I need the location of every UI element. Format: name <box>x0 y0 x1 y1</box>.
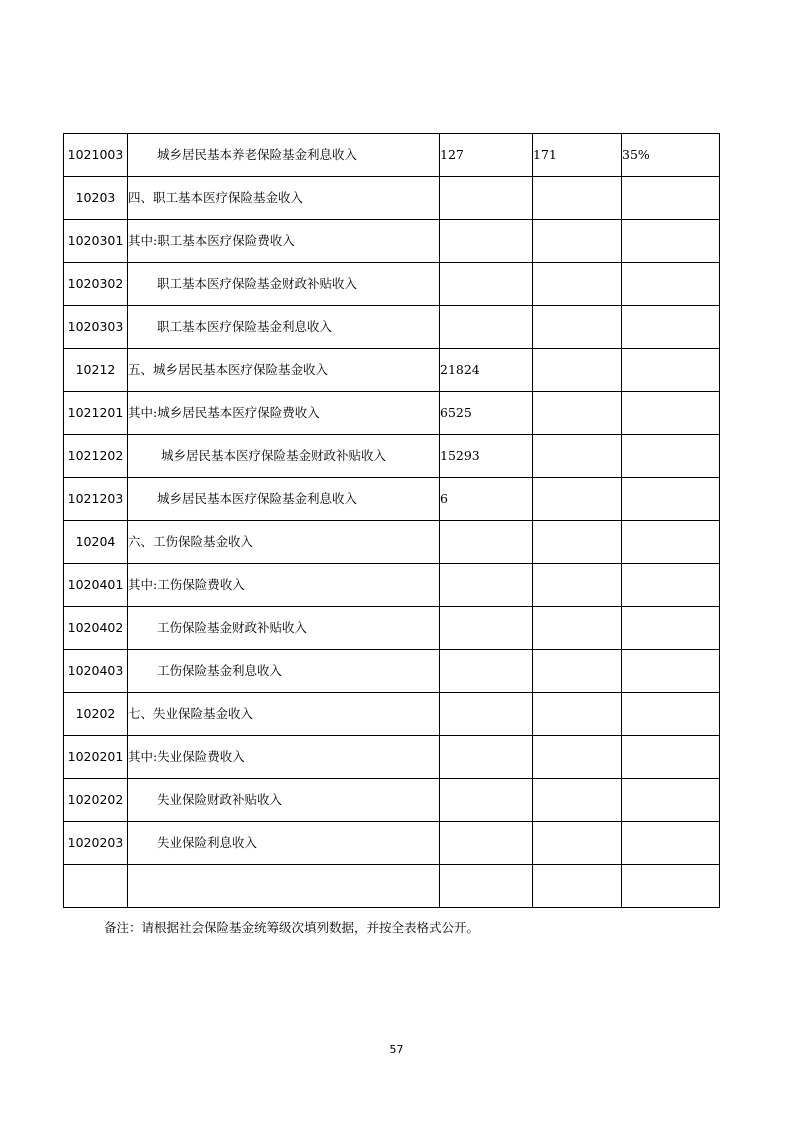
value-cell-v1 <box>440 736 533 779</box>
table-row <box>64 564 720 607</box>
subject-name-cell: 职工基本医疗保险基金财政补贴收入 <box>128 263 440 306</box>
value-cell-v1 <box>440 865 533 908</box>
value-cell-v2 <box>533 822 622 865</box>
subject-code-cell: 1021203 <box>64 478 128 521</box>
value-cell-v3 <box>622 521 720 564</box>
subject-name-cell: 失业保险利息收入 <box>128 822 440 865</box>
subject-name-cell: 城乡居民基本养老保险基金利息收入 <box>128 134 440 177</box>
value-text: 127 <box>440 147 464 162</box>
subject-code-cell: 10204 <box>64 521 128 564</box>
table-row <box>64 263 720 306</box>
subject-code-cell <box>64 865 128 908</box>
subject-name-cell: 其中:失业保险费收入 <box>128 736 440 779</box>
value-cell-v1 <box>440 435 533 478</box>
value-cell-v2 <box>533 736 622 779</box>
table-row <box>64 349 720 392</box>
value-cell-v3 <box>622 779 720 822</box>
value-cell-v2 <box>533 607 622 650</box>
value-cell-v3 <box>622 693 720 736</box>
subject-code-cell: 1020201 <box>64 736 128 779</box>
value-cell-v3 <box>622 865 720 908</box>
value-cell-v2 <box>533 521 622 564</box>
value-cell-v2 <box>533 478 622 521</box>
value-cell-v1 <box>440 392 533 435</box>
subject-code-cell: 1020303 <box>64 306 128 349</box>
value-cell-v1 <box>440 220 533 263</box>
value-cell-v3 <box>622 220 720 263</box>
subject-code-cell: 10212 <box>64 349 128 392</box>
value-cell-v3 <box>622 736 720 779</box>
value-cell-v2 <box>533 435 622 478</box>
value-cell-v3 <box>622 435 720 478</box>
table-row <box>64 134 720 177</box>
table-row <box>64 392 720 435</box>
value-cell-v3 <box>622 650 720 693</box>
value-cell-v3 <box>622 564 720 607</box>
subject-code-cell: 1020401 <box>64 564 128 607</box>
value-cell-v2 <box>533 564 622 607</box>
subject-name-cell: 城乡居民基本医疗保险基金财政补贴收入 <box>128 435 440 478</box>
subject-code-cell: 1020301 <box>64 220 128 263</box>
table-row <box>64 693 720 736</box>
value-cell-v1 <box>440 263 533 306</box>
subject-name-cell: 五、城乡居民基本医疗保险基金收入 <box>128 349 440 392</box>
table-row <box>64 607 720 650</box>
table-row <box>64 435 720 478</box>
subject-code-cell: 1020202 <box>64 779 128 822</box>
value-cell-v2 <box>533 650 622 693</box>
subject-name-cell: 其中:职工基本医疗保险费收入 <box>128 220 440 263</box>
table-row <box>64 220 720 263</box>
subject-name-cell: 七、失业保险基金收入 <box>128 693 440 736</box>
value-cell-v1 <box>440 822 533 865</box>
table-row <box>64 650 720 693</box>
value-cell-v1 <box>440 607 533 650</box>
value-text: 21824 <box>440 362 480 377</box>
value-cell-v3 <box>622 306 720 349</box>
value-cell-v2 <box>533 693 622 736</box>
value-cell-v2 <box>533 134 622 177</box>
table-row <box>64 177 720 220</box>
table-row <box>64 779 720 822</box>
value-cell-v3 <box>622 134 720 177</box>
value-cell-v3 <box>622 607 720 650</box>
value-text: 35% <box>622 147 650 162</box>
value-cell-v2 <box>533 220 622 263</box>
subject-code-cell: 10203 <box>64 177 128 220</box>
subject-code-cell: 10202 <box>64 693 128 736</box>
subject-name-cell: 职工基本医疗保险基金利息收入 <box>128 306 440 349</box>
subject-name-cell <box>128 865 440 908</box>
value-cell-v2 <box>533 392 622 435</box>
value-cell-v2 <box>533 349 622 392</box>
value-cell-v3 <box>622 349 720 392</box>
table-row <box>64 306 720 349</box>
table-body <box>64 134 720 908</box>
value-cell-v3 <box>622 822 720 865</box>
subject-code-cell: 1021003 <box>64 134 128 177</box>
value-cell-v1 <box>440 564 533 607</box>
value-text: 15293 <box>440 448 480 463</box>
table-row <box>64 478 720 521</box>
value-cell-v2 <box>533 779 622 822</box>
value-cell-v1 <box>440 478 533 521</box>
value-cell-v3 <box>622 478 720 521</box>
value-cell-v1 <box>440 650 533 693</box>
value-text: 171 <box>533 147 557 162</box>
value-cell-v1 <box>440 177 533 220</box>
value-cell-v2 <box>533 865 622 908</box>
value-cell-v1 <box>440 779 533 822</box>
subject-code-cell: 1021201 <box>64 392 128 435</box>
subject-name-cell: 失业保险财政补贴收入 <box>128 779 440 822</box>
table-row <box>64 521 720 564</box>
value-cell-v3 <box>622 392 720 435</box>
value-cell-v3 <box>622 177 720 220</box>
value-cell-v1 <box>440 521 533 564</box>
subject-name-cell: 四、职工基本医疗保险基金收入 <box>128 177 440 220</box>
insurance-fund-income-table <box>63 133 720 908</box>
value-cell-v1 <box>440 349 533 392</box>
footnote: 备注：请根据社会保险基金统筹级次填列数据，并按全表格式公开。 <box>104 920 480 935</box>
subject-code-cell: 1020403 <box>64 650 128 693</box>
table-row <box>64 736 720 779</box>
value-cell-v3 <box>622 263 720 306</box>
value-text: 6525 <box>440 405 472 420</box>
subject-code-cell: 1020402 <box>64 607 128 650</box>
subject-name-cell: 工伤保险基金利息收入 <box>128 650 440 693</box>
subject-name-cell: 其中:城乡居民基本医疗保险费收入 <box>128 392 440 435</box>
value-cell-v1 <box>440 134 533 177</box>
table-row <box>64 865 720 908</box>
subject-name-cell: 六、工伤保险基金收入 <box>128 521 440 564</box>
subject-name-cell: 城乡居民基本医疗保险基金利息收入 <box>128 478 440 521</box>
page-number: 57 <box>389 1043 404 1056</box>
value-text: 6 <box>440 491 448 506</box>
subject-code-cell: 1020203 <box>64 822 128 865</box>
value-cell-v2 <box>533 263 622 306</box>
value-cell-v2 <box>533 177 622 220</box>
subject-name-cell: 其中:工伤保险费收入 <box>128 564 440 607</box>
subject-code-cell: 1020302 <box>64 263 128 306</box>
value-cell-v1 <box>440 306 533 349</box>
subject-name-cell: 工伤保险基金财政补贴收入 <box>128 607 440 650</box>
value-cell-v1 <box>440 693 533 736</box>
table-row <box>64 822 720 865</box>
value-cell-v2 <box>533 306 622 349</box>
subject-code-cell: 1021202 <box>64 435 128 478</box>
